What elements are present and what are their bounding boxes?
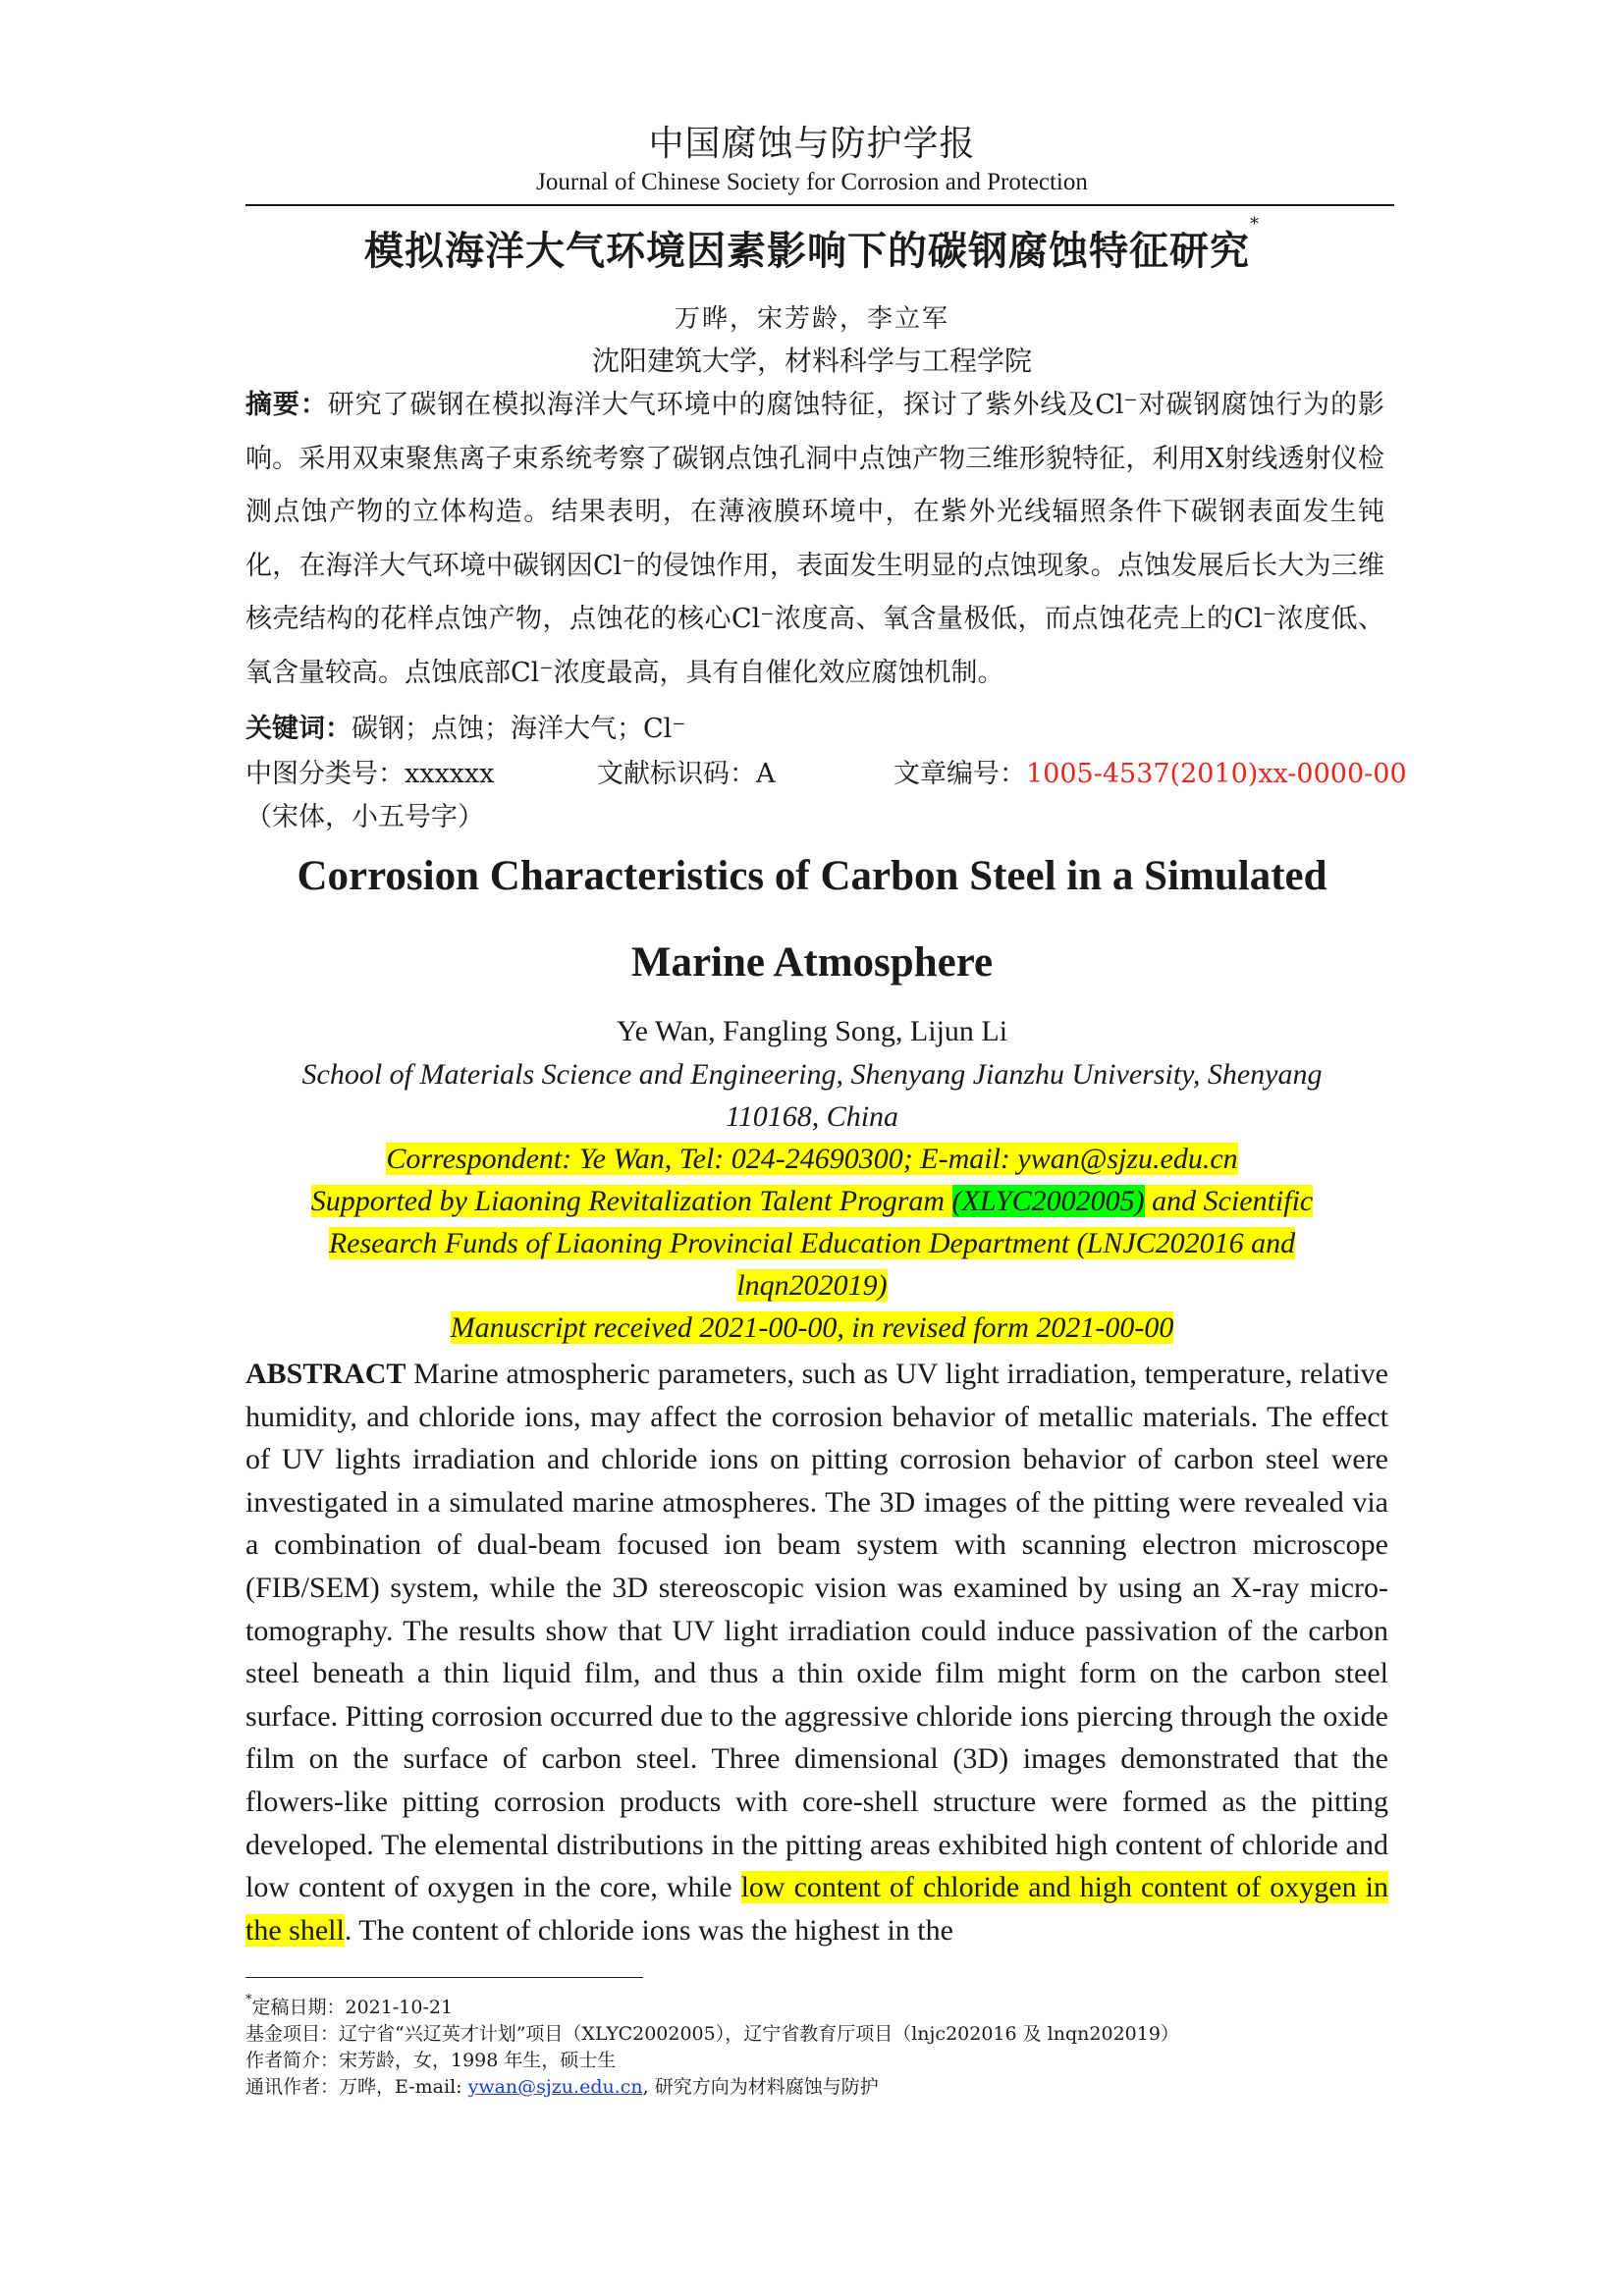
support-text-line2: Research Funds of Liaoning Provincial Education Department (LNJC202016 and	[328, 1227, 1296, 1259]
article-number-field: 文章编号：1005-4537(2010)xx-0000-00	[893, 759, 1407, 789]
abstract-cn	[245, 379, 1384, 700]
title-footnote-mark: *	[1250, 214, 1260, 235]
footnote-mark: *	[245, 1993, 252, 2007]
clc-field: 中图分类号：xxxxxx	[245, 759, 495, 789]
font-note: （宋体，小五号字）	[245, 802, 484, 832]
paper-title-en-line2: Marine Atmosphere	[630, 939, 994, 986]
affiliation-cn: 沈阳建筑大学，材料科学与工程学院	[591, 345, 1032, 377]
abstract-en-text: Marine atmospheric parameters, such as UV light irradiation, temperature, relative humidity, and chloride ions, may affect the corrosion behavior of metallic materials. The effect of UV lights irradiation and chloride ions on pitting corrosion behavior of carbon steel were investigated in a simulated marine atmospheres. The 3D images of the pitting were revealed via a combination of dual-beam focused ion beam system with scanning electron microscope (FIB/SEM) system, while the 3D stereoscopic vision was examined by using an X-ray micro-tomography. The results show that UV light irradiation could induce passivation of the carbon steel beneath a thin liquid film, and thus a thin oxide film might form on the carbon steel surface. Pitting corrosion occurred due to the aggressive chloride ions piercing through the oxide film on the surface of carbon steel. Three dimensional (3D) images demonstrated that the flowers-like pitting corrosion products with core-shell structure were formed as the pitting developed. The elemental distributions in the pitting areas exhibited high content of chloride and low content of oxygen in the core, while	[245, 1358, 1388, 1904]
support-line3	[0, 1269, 1624, 1303]
article-number-value: 1005-4537(2010)xx-0000-00	[1026, 759, 1407, 789]
journal-title-cn: 中国腐蚀与防护学报	[648, 124, 976, 164]
header-divider	[245, 204, 1394, 206]
abstract-en-highlight: low content of chloride and high content of oxygen in the shell	[245, 1871, 1388, 1947]
correspondent-text: Correspondent: Ye Wan, Tel: 024-24690300; E-mail: ywan@sjzu.edu.cn	[386, 1143, 1238, 1175]
keywords-cn-label: 关键词：	[245, 714, 352, 744]
abstract-en-tail: . The content of chloride ions was the highest in the	[344, 1913, 953, 1947]
received-line	[0, 1311, 1624, 1345]
footnote-date: *定稿日期：2021-10-21	[245, 1993, 454, 2018]
abstract-en-label: ABSTRACT	[245, 1358, 406, 1390]
footnote-divider	[245, 1977, 643, 1978]
footnote-author-bio: 作者简介：宋芳龄，女，1998 年生，硕士生	[245, 2050, 617, 2071]
paper-title-cn-text: 模拟海洋大气环境因素影响下的碳钢腐蚀特征研究	[364, 228, 1250, 274]
paper-title-cn	[0, 214, 1624, 276]
doc-code-field: 文献标识码：A	[597, 759, 776, 789]
correspondent-line	[0, 1143, 1624, 1176]
affiliation-en-line2: 110168, China	[725, 1100, 899, 1133]
support-text-post: and Scientific	[1144, 1185, 1314, 1217]
support-line1	[0, 1185, 1624, 1218]
authors-cn: 万晔，宋芳龄，李立军	[674, 304, 949, 334]
authors-en: Ye Wan, Fangling Song, Lijun Li	[616, 1015, 1008, 1047]
keywords-cn	[245, 707, 686, 745]
email-link[interactable]: ywan@sjzu.edu.cn	[467, 2076, 643, 2098]
abstract-cn-text: 研究了碳钢在模拟海洋大气环境中的腐蚀特征，探讨了紫外线及Cl⁻对碳钢腐蚀行为的影响。采用双束聚焦离子束系统考察了碳钢点蚀孔洞中点蚀产物三维形貌特征，利用X射线透射仪检测点蚀产物的立体构造。结果表明，在薄液膜环境中，在紫外光线辐照条件下碳钢表面发生钝化，在海洋大气环境中碳钢因Cl⁻的侵蚀作用，表面发生明显的点蚀现象。点蚀发展后长大为三维核壳结构的花样点蚀产物，点蚀花的核心Cl⁻浓度高、氧含量极低，而点蚀花壳上的Cl⁻浓度低、氧含量较高。点蚀底部Cl⁻浓度最高，具有自催化效应腐蚀机制。	[245, 390, 1384, 688]
journal-title-en: Journal of Chinese Society for Corrosion and Protection	[536, 169, 1088, 195]
support-line2	[0, 1227, 1624, 1260]
keywords-cn-text: 碳钢；点蚀；海洋大气；Cl⁻	[352, 714, 686, 744]
support-text-pre: Supported by Liaoning Revitalization Talent Program	[310, 1185, 952, 1217]
support-text-line3: lnqn202019)	[736, 1269, 888, 1302]
support-grant-number: (XLYC2002005)	[951, 1185, 1145, 1217]
footnote-funding: 基金项目：辽宁省“兴辽英才计划”项目（XLYC2002005），辽宁省教育厅项目（lnjc202016 及 lnqn202019）	[245, 2023, 1179, 2045]
paper-title-en-line1: Corrosion Characteristics of Carbon Steel in a Simulated	[297, 853, 1327, 899]
abstract-en	[245, 1353, 1388, 1951]
received-text: Manuscript received 2021-00-00, in revised form 2021-00-00	[450, 1311, 1174, 1344]
footnote-correspondence: 通讯作者：万晔，E-mail: ywan@sjzu.edu.cn, 研究方向为材料腐蚀与防护	[245, 2076, 879, 2098]
affiliation-en-line1: School of Materials Science and Engineering, Shenyang Jianzhu University, Shenyang	[301, 1058, 1323, 1091]
abstract-cn-label: 摘要：	[245, 390, 328, 420]
